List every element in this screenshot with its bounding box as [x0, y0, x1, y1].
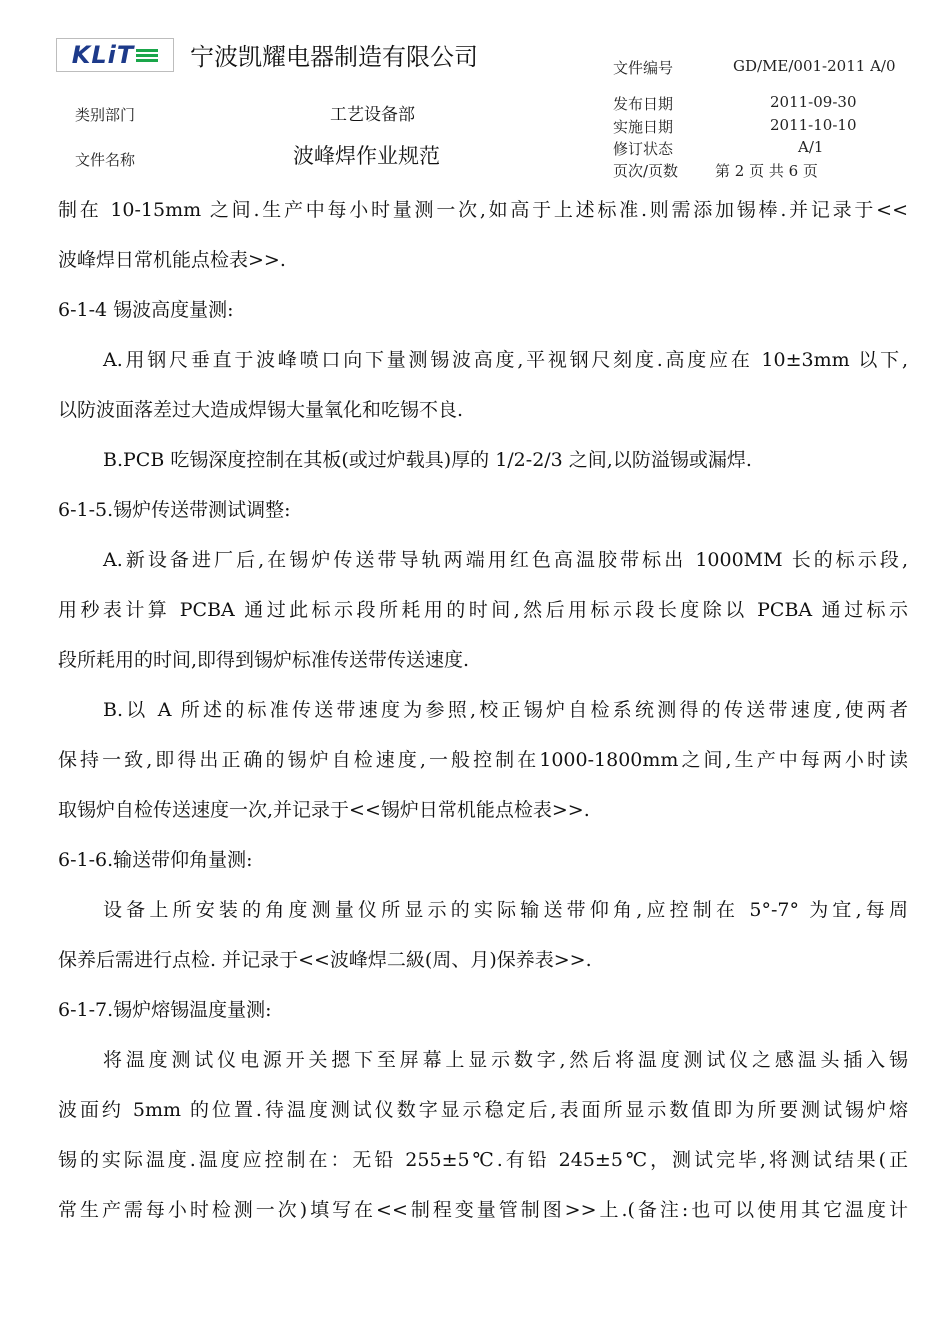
company-logo [56, 38, 174, 72]
logo-text: KLiT [71, 41, 135, 69]
body-line: 取锡炉自检传送速度一次,并记录于<<锡炉日常机能点检表>>. [58, 799, 590, 821]
effective-date-value: 2011-10-10 [770, 116, 857, 134]
body-line: 保养后需进行点检. 并记录于<<波峰焊二級(周、月)保养表>>. [58, 949, 592, 971]
body-line: A.新设备进厂后,在锡炉传送带导轨两端用红色高温胶带标出 1000MM 长的标示段, [103, 549, 908, 571]
section-heading: 6-1-4 锡波高度量测: [58, 299, 234, 321]
body-line: 锡的实际温度.温度应控制在：无铅 255±5℃.有铅 245±5℃，测试完毕,将测试结果(正 [58, 1149, 908, 1171]
body-line: 段所耗用的时间,即得到锡炉标准传送带传送速度. [58, 649, 470, 671]
body-line: 用秒表计算 PCBA 通过此标示段所耗用的时间,然后用标示段长度除以 PCBA 通过标示 [58, 599, 908, 621]
body-line: 常生产需每小时检测一次)填写在<<制程变量管制图>>上.(备注:也可以使用其它温度计 [58, 1199, 908, 1221]
issue-date-label: 发布日期 [613, 95, 674, 113]
body-line: 波峰焊日常机能点检表>>. [58, 249, 286, 271]
document-body [58, 198, 908, 1248]
body-line: 将温度测试仪电源开关摁下至屏幕上显示数字,然后将温度测试仪之感温头插入锡 [103, 1049, 908, 1071]
page-count-label: 页次/页数 [613, 162, 679, 180]
revision-label: 修订状态 [613, 140, 674, 158]
doc-name-value: 波峰焊作业规范 [293, 144, 440, 168]
issue-date-value: 2011-09-30 [770, 93, 857, 111]
section-heading: 6-1-6.输送带仰角量测: [58, 849, 253, 871]
doc-name-label: 文件名称 [75, 151, 136, 169]
body-line: 设备上所安装的角度测量仪所显示的实际输送带仰角,应控制在 5°-7° 为宜,每周 [103, 899, 908, 921]
doc-number-value: GD/ME/001-2011 A/0 [733, 57, 896, 75]
page-count-value: 第 2 页 共 6 页 [715, 162, 818, 180]
body-line: B.PCB 吃锡深度控制在其板(或过炉载具)厚的 1/2-2/3 之间,以防溢锡或漏焊. [103, 449, 752, 471]
revision-value: A/1 [798, 138, 824, 156]
body-line: A.用钢尺垂直于波峰喷口向下量测锡波高度,平视钢尺刻度.高度应在 10±3mm 以下, [103, 349, 908, 371]
effective-date-label: 实施日期 [613, 118, 674, 136]
logo-bars-icon [136, 48, 158, 62]
doc-number-label: 文件编号 [613, 59, 674, 77]
body-line: 波面约 5mm 的位置.待温度测试仪数字显示稳定后,表面所显示数值即为所要测试锡炉熔 [58, 1099, 908, 1121]
body-line: 保持一致,即得出正确的锡炉自检速度,一般控制在1000-1800mm之间,生产中每两小时读 [58, 749, 908, 771]
body-line: B.以 A 所述的标准传送带速度为参照,校正锡炉自检系统测得的传送带速度,使两者 [103, 699, 908, 721]
dept-value: 工艺设备部 [330, 105, 415, 125]
dept-label: 类别部门 [75, 106, 136, 124]
section-heading: 6-1-5.锡炉传送带测试调整: [58, 499, 291, 521]
body-line: 制在 10-15mm 之间.生产中每小时量测一次,如高于上述标准.则需添加锡棒.并记录于<< [58, 199, 908, 221]
section-heading: 6-1-7.锡炉熔锡温度量测: [58, 999, 272, 1021]
body-line: 以防波面落差过大造成焊锡大量氧化和吃锡不良. [58, 399, 464, 421]
company-name: 宁波凯耀电器制造有限公司 [190, 43, 478, 71]
